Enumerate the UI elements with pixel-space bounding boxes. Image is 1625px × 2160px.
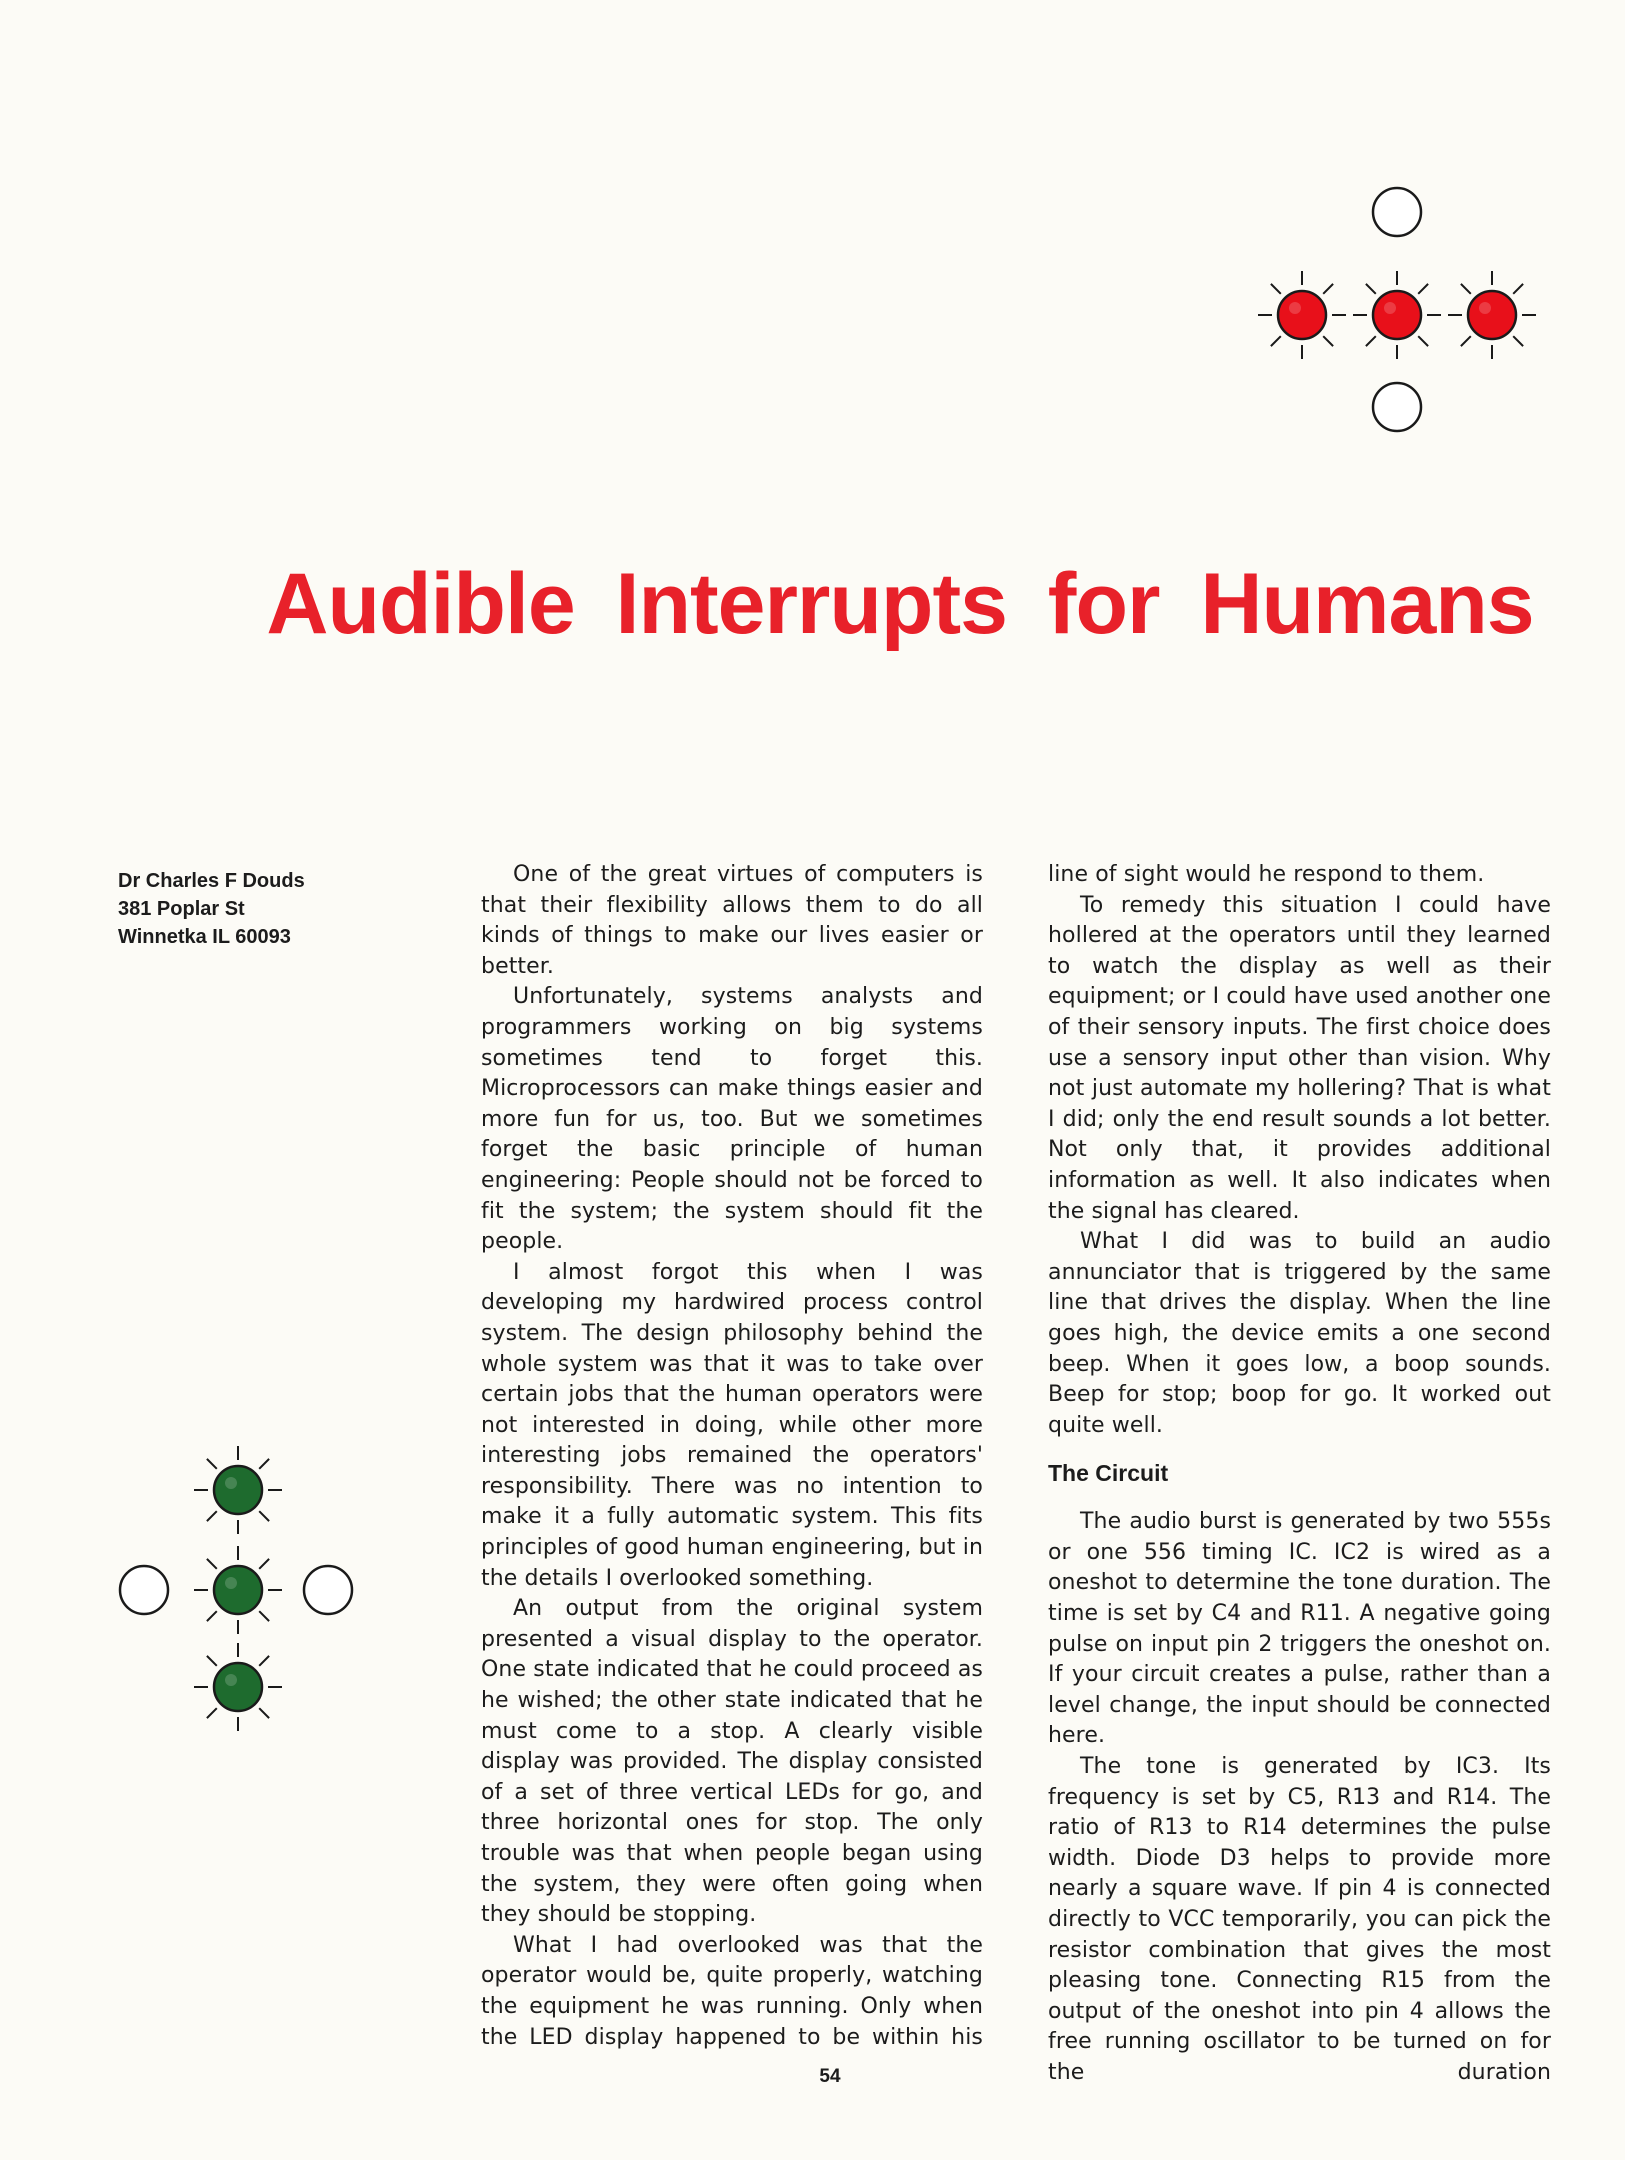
paragraph: What I had overlooked was that the operator would be, quite properly, watching the equipment he was running. Only when the LED display happened to be within his — [481, 1932, 983, 2050]
body-column-middle — [481, 860, 983, 2053]
paragraph: What I did was to build an audio annunciator that is triggered by the same line that drives the display. When the line goes high, the device emits a one second beep. When it goes low, a boop sounds. Beep for stop; boop for go. It worked out quite well. — [1048, 1229, 1551, 1438]
article-title: Audible Interrupts for Humans — [266, 556, 1534, 652]
paragraph-continued: line of sight would he respond to them. — [1048, 862, 1485, 887]
led-unlit-left — [120, 1566, 168, 1614]
author-city: Winnetka IL 60093 — [118, 926, 291, 948]
led-lit-green-center — [194, 1546, 282, 1634]
paragraph: One of the great virtues of computers is that their flexibility allows them to do all kinds of things to make our lives easier or better. — [481, 862, 983, 979]
author-street: 381 Poplar St — [118, 898, 245, 920]
author-name: Dr Charles F Douds — [118, 870, 305, 892]
paragraph: I almost forgot this when I was developing my hardwired process control system. The design philosophy behind the whole system was that it was to take over certain jobs that the human operators were not interested in doing, while other more interesting jobs remained the operators' responsibility. There was no intention to make it a fully automatic system. This fits principles of good human engineering, but in the details I overlooked something. — [481, 1259, 983, 1591]
paragraph: The audio burst is generated by two 555s or one 556 timing IC. IC2 is wired as a oneshot to determine the tone duration. The time is set by C4 and R11. A negative going pulse on input pin 2 triggers the oneshot on. If your circuit creates a pulse, rather than a level change, the input should be connected here. — [1048, 1509, 1551, 1749]
paragraph: Unfortunately, systems analysts and programmers working on big systems sometimes tend to forget this. Microprocessors can make things easier and more fun for us, too. But we sometimes forget the basic principle of human engineering: People should not be forced to fit the system; the system should fit the people. — [481, 984, 983, 1255]
page-number: 54 — [819, 2066, 841, 2087]
led-lit-red-right — [1448, 271, 1536, 359]
led-lit-green-top — [194, 1446, 282, 1534]
paragraph: To remedy this situation I could have hollered at the operators until they learned to watch the display as well as their equipment; or I could have used another one of their sensory inputs. The first choice does use a sensory input other than vision. Why not just automate my hollering? That is what I did; only the end result sounds a lot better. Not only that, it provides additional information as well. It also indicates when the signal has cleared. — [1048, 892, 1551, 1224]
led-lit-green-bottom — [194, 1643, 282, 1731]
led-unlit-bottom — [1373, 383, 1421, 431]
body-column-right — [1048, 860, 1551, 2089]
section-heading: The Circuit — [1048, 1460, 1169, 1487]
led-lit-red-left — [1258, 271, 1346, 359]
led-stop-display-icon — [1245, 175, 1545, 435]
paragraph: An output from the original system presented a visual display to the operator. One state indicated that he could proceed as he wished; the other state indicated that he must come to a stop. A clearly visible display was provided. The display consisted of a set of three vertical LEDs for go, and three horizontal ones for stop. The only trouble was that when people began using the system, they were often going when they should be stopping. — [481, 1596, 983, 1928]
led-unlit-right — [304, 1566, 352, 1614]
led-unlit-top — [1373, 188, 1421, 236]
led-go-display-icon — [110, 1445, 370, 1725]
paragraph: The tone is generated by IC3. Its frequency is set by C5, R13 and R14. The ratio of R13 to R14 determines the pulse width. Diode D3 helps to provide more nearly a square wave. If pin 4 is connected directly to VCC temporarily, you can pick the resistor combination that gives the most pleasing tone. Connecting R15 from the output of the oneshot into pin 4 allows the free running oscillator to be turned on for the duration — [1048, 1754, 1551, 2085]
led-lit-red-center — [1353, 271, 1441, 359]
author-byline — [118, 867, 305, 951]
